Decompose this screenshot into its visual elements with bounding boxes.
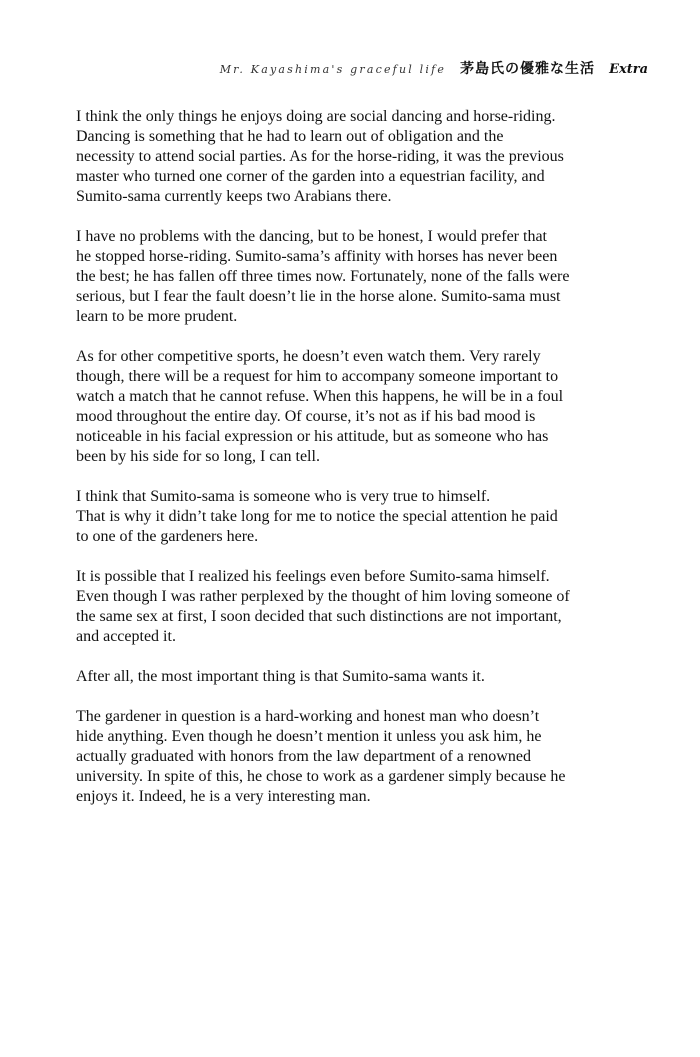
header-title-english: Mr. Kayashima's graceful life [219, 63, 447, 76]
header-title-japanese: 茅島氏の優雅な生活 [460, 61, 596, 77]
paragraph: After all, the most important thing is that Sumito-sama wants it. [76, 668, 485, 685]
header-extra-label: Extra [609, 62, 648, 77]
paragraph: I think that Sumito-sama is someone who is very true to himself. That is why it didn’t take long for me to notice the special attention he paid to one of the gardeners here. [76, 488, 558, 545]
page-header [220, 58, 648, 78]
paragraph: It is possible that I realized his feelings even before Sumito-sama himself. Even though I was rather perplexed by the thought of him loving someone of the same sex at first, I soon decided that such distinctions are not important, and accepted it. [76, 568, 570, 645]
body-text [76, 107, 636, 827]
paragraph: The gardener in question is a hard-working and honest man who doesn’t hide anything. Even though he doesn’t mention it unless you ask him, he actually graduated with honors from the law department of a renowned university. In spite of this, he chose to work as a gardener simply because he enjoys it. Indeed, he is a very interesting man. [76, 708, 566, 805]
paragraph: As for other competitive sports, he doesn’t even watch them. Very rarely though, there will be a request for him to accompany someone important to watch a match that he cannot refuse. When this happens, he will be in a foul mood throughout the entire day. Of course, it’s not as if his bad mood is noticeable in his facial expression or his attitude, but as someone who has been by his side for so long, I can tell. [76, 348, 564, 465]
paragraph: I think the only things he enjoys doing are social dancing and horse-riding. Dancing is something that he had to learn out of obligation and the necessity to attend social parties. As for the horse-riding, it was the previous master who turned one corner of the garden into a equestrian facility, and Sumito-sama currently keeps two Arabians there. [76, 108, 564, 205]
paragraph: I have no problems with the dancing, but to be honest, I would prefer that he stopped horse-riding. Sumito-sama’s affinity with horses has never been the best; he has fallen off three times now. Fortunately, none of the falls were serious, but I fear the fault doesn’t lie in the horse alone. Sumito-sama must learn to be more prudent. [76, 228, 570, 325]
